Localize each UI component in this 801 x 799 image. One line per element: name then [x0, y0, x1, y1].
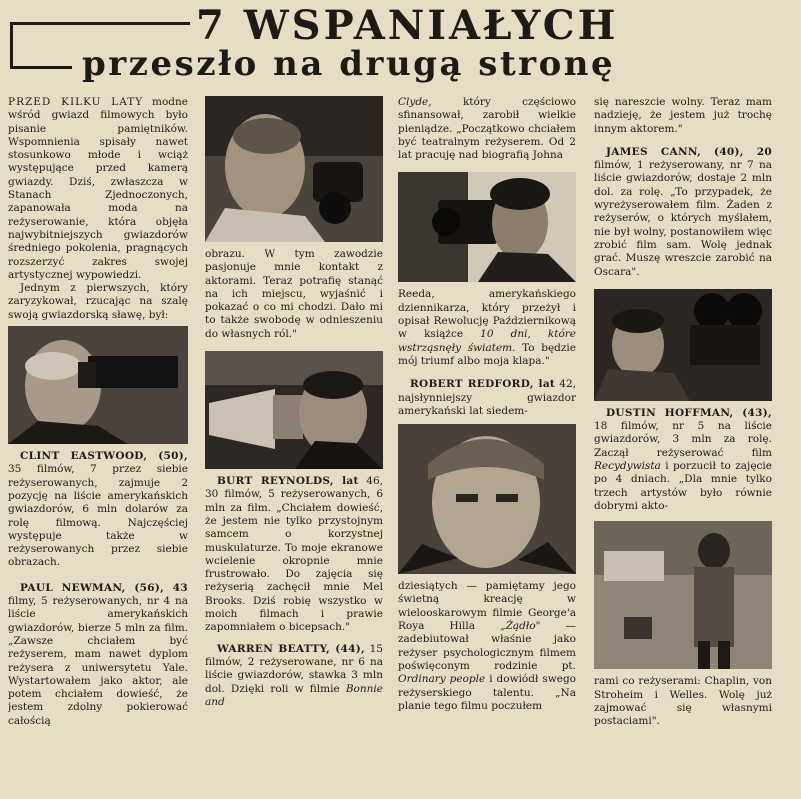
beatty-film-title-end: Clyde,	[398, 96, 432, 108]
photo-hoffman	[594, 521, 772, 669]
eastwood-name: CLINT EASTWOOD, (50),	[20, 450, 188, 463]
beatty-paragraph-2	[398, 288, 576, 368]
photo-robert-redford-portrait	[398, 424, 576, 574]
photo-eastwood	[8, 326, 188, 444]
redford-text: 42, najsłynniejszy gwiazdor amerykański lat siedem-	[398, 378, 576, 417]
redford-paragraph	[398, 378, 576, 418]
redford-text-3: — zadebiutował właśnie jako reżyser psychologicznym filmem poświęconym rodzinie pt.	[398, 620, 576, 672]
column-3	[398, 96, 576, 796]
reynolds-text: 46, 30 filmów, 5 reżyserowanych, 6 mln za film. „Chciałem dowieść, że jestem nie tylko przystojnym samcem o korzystnej muskulaturze. To moje ekranowe wcielenie okropnie mnie frustrowało. Do zajęcia się reżyserią zachęcił mnie Mel Brooks. Dziś robię wszystko w moich filmach i prawie zapomniałem o bicepsach."	[205, 475, 383, 634]
intro-paragraph	[8, 96, 188, 282]
redford-text-4: i dowiódł swego reżyserskiego talentu. „Na planie tego filmu poczułem	[398, 673, 576, 712]
newman-text: filmy, 5 reżyserowanych, nr 4 na liście amerykańskich gwiazdorów, bierze 5 mln za film. „Zawsze chciałem być reżyserem, mam nawet dyplom reżysera z uniwersytetu Yale. Wystartowałem jako aktor, ale potem chciałem dowieść, że jestem zdolny pokierować całością	[8, 595, 188, 727]
redford-name: ROBERT REDFORD, lat	[410, 378, 556, 391]
hoffman-name: DUSTIN HOFFMAN, (43),	[606, 406, 772, 419]
eastwood-paragraph	[8, 450, 188, 570]
hoffman-text-2: i porzucił to zajęcie po 4 dniach. „Dla mnie tylko trzech artystów było równie dobrymi akto-	[594, 460, 772, 512]
article-subtitle: przeszło na drugą stronę	[82, 44, 616, 84]
photo-man-with-megaphone	[205, 351, 383, 469]
reynolds-paragraph	[205, 475, 383, 635]
hoffman-continued: rami co reżyserami: Chaplin, von Stroheim i Welles. Wolę już zajmować się własnymi postaciami".	[594, 675, 772, 728]
column-1	[8, 96, 188, 796]
headline	[0, 0, 801, 92]
intro-paragraph-2: Jednym z pierwszych, który zaryzykował, rzucając na szalę swoją gwiazdorską sławę, był:	[8, 282, 188, 321]
beatty-text-2: Reeda, amerykańskiego dziennikarza, który przeżył i opisał Rewolucję Październikową w książce	[398, 288, 576, 341]
newman-continued: obrazu. W tym zawodzie pasjonuje mnie kontakt z aktorami. Teraz potrafię stanąć na ich miejscu, wyjaśnić i pokazać o co mi chodzi. Dało mi to także swobodę w odnieszeniu do własnych ról."	[205, 248, 383, 340]
newman-paragraph	[8, 582, 188, 728]
title-rule-vertical	[10, 22, 13, 69]
photo-man-on-set	[594, 521, 772, 669]
film-title-recydywista: Recydywista	[594, 460, 661, 473]
redford-text-2: dziesiątych — pamiętamy jego świetną kreację w wielooskarowym filmie George'a Roya Hilla	[398, 580, 576, 633]
photo-reynolds	[205, 351, 383, 469]
beatty-text-3: To będzie mój triumf albo moja klapa."	[398, 341, 576, 367]
title-rule-subtitle	[10, 66, 72, 69]
photo-man-with-telescope	[8, 326, 188, 444]
caan-text: filmów, 1 reżyserowany, nr 7 na liście gwiazdorów, dostaje 2 mln dol. za rolę. „To przypadek, że wyreżyserowałem film. Żaden z reżyserów, o których myślałem, nie był wolny, postanowiłem więc zrobić film sam. Wolę jednak grać. Muszę wreszcie zarobić na Oscara".	[594, 159, 772, 278]
book-title: 10 dni, które wstrząsnęły światem.	[398, 328, 576, 354]
reynolds-name: BURT REYNOLDS, lat	[217, 475, 359, 488]
beatty-continued	[398, 96, 576, 162]
photo-beatty	[398, 172, 576, 282]
title-rule-left	[10, 22, 190, 25]
photo-man-at-film-camera	[594, 289, 772, 401]
photo-caan	[594, 289, 772, 401]
hoffman-text: 18 filmów, nr 5 na liście gwiazdorów, 3 mln za rolę. Zaczął reżyserować film	[594, 420, 772, 459]
hoffman-paragraph	[594, 407, 772, 513]
column-4	[594, 96, 772, 796]
film-title-ordinary-people: Ordinary people	[398, 673, 486, 686]
beatty-name: WARREN BEATTY, (44),	[217, 642, 365, 655]
beatty-film-title: Bonnie and	[205, 682, 383, 708]
photo-man-at-camera	[398, 172, 576, 282]
caan-paragraph	[594, 146, 772, 279]
redford-paragraph-2	[398, 580, 576, 713]
beatty-text-continued: który częściowo sfinansował, zarobił wielkie pieniądze. „Początkowo chciałem być teatralnym reżyserem. Od 2 lat pracuję nad biografią Johna	[398, 96, 576, 162]
beatty-paragraph	[205, 643, 383, 709]
photo-redford	[398, 424, 576, 574]
article-title: 7 WSPANIAŁYCH	[196, 2, 619, 49]
intro-text: modne wśród gwiazd filmowych było pisanie pamiętników. Wspomnienia spisały nawet stosunkowo młode i wciąż występujące przed kamerą gwiazdy. Dziś, zwłaszcza w Stanach Zjednoczonych, zapanowała moda na reżyserowanie, która objęła najwybitniejszych gwiazdorów średniego pokolenia, pragnących rozszerzyć zakres swojej artystycznej wypowiedzi.	[8, 96, 188, 281]
caan-name: JAMES CANN, (40), 20	[606, 145, 772, 158]
intro-lead: PRZED KILKU LATY	[8, 96, 144, 108]
eastwood-text: 35 filmów, 7 przez siebie reżyserowanych, zajmuje 2 pozycję na liście amerykańskich gwiazdorów, 6 mln dolarów za rolę filmową. Najczęściej występuje także w reżyserowanych przez siebie obrazach.	[8, 463, 188, 569]
film-title-zadlo: „Żądło"	[500, 620, 541, 633]
photo-man-with-camera	[205, 96, 383, 242]
beatty-text: 15 filmów, 2 reżyserowane, nr 6 na liście gwiazdorów, stawka 3 mln dol. Dzięki roli w filmie	[205, 642, 383, 695]
photo-newman	[205, 96, 383, 242]
redford-continued: się nareszcie wolny. Teraz mam nadzieję, że jestem już trochę innym aktorem."	[594, 96, 772, 135]
column-2	[205, 96, 383, 796]
newman-name: PAUL NEWMAN, (56), 43	[20, 581, 188, 594]
